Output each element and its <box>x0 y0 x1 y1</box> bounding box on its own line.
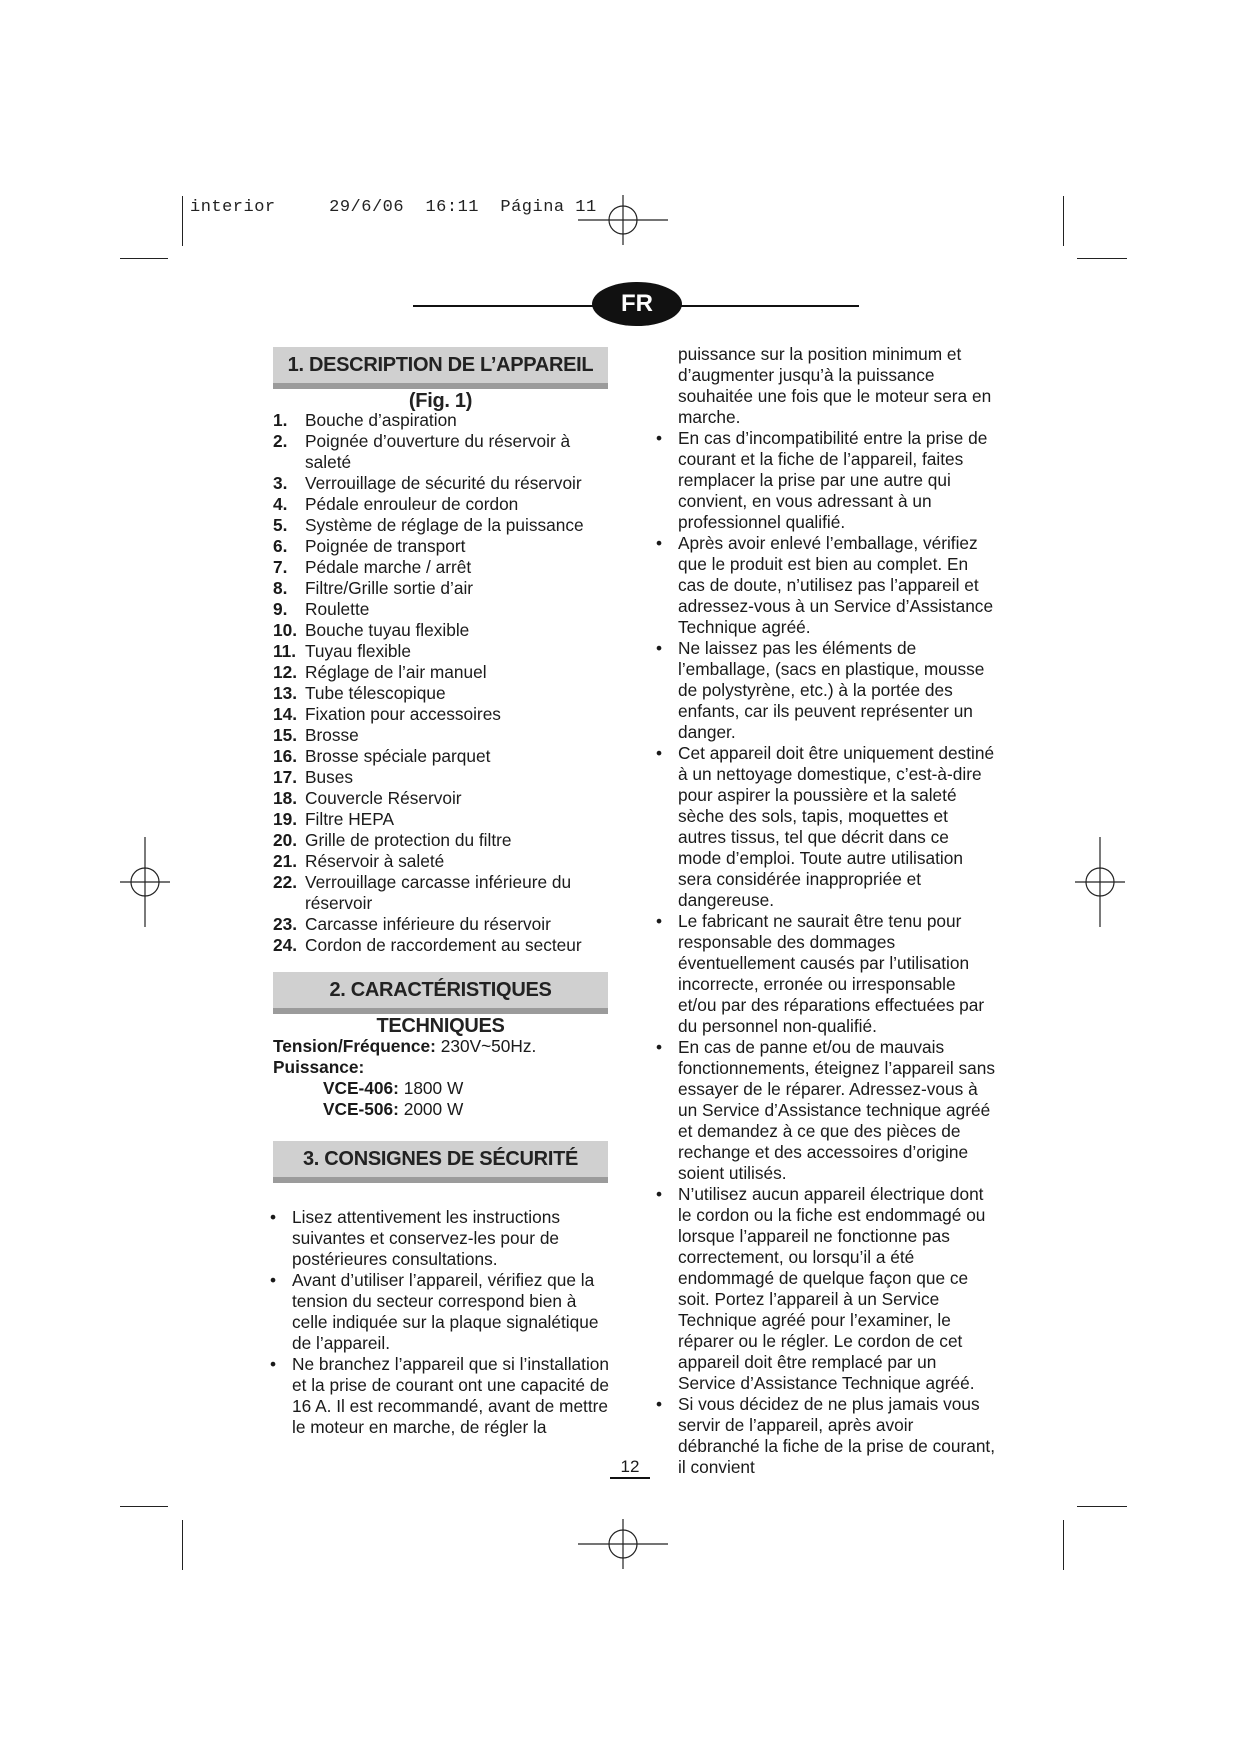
slug-time: 16:11 <box>425 198 479 217</box>
item-text: Brosse spéciale parquet <box>305 746 491 766</box>
safety-list-left <box>270 1207 612 1438</box>
bullet-item: • Si vous décidez de ne plus jamais vous servir de l’appareil, après avoir débranché la fiche de la prise de courant, il convient <box>656 1394 996 1478</box>
item-number: 10. <box>273 620 298 640</box>
item-text: Couvercle Réservoir <box>305 788 462 808</box>
bullet-item: • Ne laissez pas les éléments de l’emballage, (sacs en plastique, mousse de polystyrène, etc.) à la portée des enfants, car ils peuvent représenter un danger. <box>656 638 996 743</box>
item-number: 18. <box>273 788 298 808</box>
list-item <box>273 851 613 872</box>
list-item <box>273 935 613 956</box>
item-text: Réservoir à saleté <box>305 851 445 871</box>
item-number: 24. <box>273 935 298 955</box>
section-heading-safety: 3. CONSIGNES DE SÉCURITÉ <box>273 1141 608 1183</box>
item-number: 8. <box>273 578 288 598</box>
list-item <box>273 872 613 914</box>
item-number: 17. <box>273 767 298 787</box>
bullet-item: • Avant d’utiliser l’appareil, vérifiez que la tension du secteur correspond bien à celle indiquée sur la plaque signalétique de l’appareil. <box>270 1270 612 1354</box>
safety-continuation: puissance sur la position minimum et d’augmenter jusqu’à la puissance souhaitée une fois que le moteur sera en marche. <box>678 344 992 427</box>
bullet-item: • Après avoir enlevé l’emballage, vérifiez que le produit est bien au complet. En cas de doute, n’utilisez pas l’appareil et adressez-vous à un Service d’Assistance Technique agréé. <box>656 533 996 638</box>
item-text: Fixation pour accessoires <box>305 704 501 724</box>
spec-power-label: Puissance: <box>273 1057 365 1077</box>
item-number: 1. <box>273 410 288 430</box>
registration-mark-icon <box>578 1499 668 1589</box>
crop-mark <box>1077 1506 1127 1507</box>
item-text: Bouche tuyau flexible <box>305 620 470 640</box>
item-number: 19. <box>273 809 298 829</box>
item-text: Grille de protection du filtre <box>305 830 512 850</box>
item-text: Filtre/Grille sortie d’air <box>305 578 474 598</box>
parts-list <box>273 410 613 956</box>
list-item <box>273 473 613 494</box>
spec-tension: Tension/Fréquence: 230V~50Hz. <box>273 1036 537 1056</box>
list-item <box>273 494 613 515</box>
slug-page-label: Página 11 <box>500 198 597 217</box>
list-item <box>273 788 613 809</box>
item-text: Verrouillage carcasse inférieure du réservoir <box>305 872 572 913</box>
bullet-item: • Cet appareil doit être uniquement destiné à un nettoyage domestique, c’est-à-dire pour aspirer la poussière et la saleté sèche des sols, tapis, moquettes et autres tissus, tel que décrit dans ce mode d’emploi. Toute autre utilisation sera considérée inappropriée et dangereuse. <box>656 743 996 911</box>
list-item <box>273 746 613 767</box>
list-item <box>273 431 613 473</box>
item-text: Réglage de l’air manuel <box>305 662 487 682</box>
page-number: 12 <box>610 1457 650 1479</box>
item-text: Cordon de raccordement au secteur <box>305 935 582 955</box>
item-number: 6. <box>273 536 288 556</box>
spec-model: VCE-506: 2000 W <box>323 1099 464 1119</box>
bullet-item: • En cas d’incompatibilité entre la prise de courant et la fiche de l’appareil, faites remplacer la prise par une autre qui convient, en vous adressant à un professionnel qualifié. <box>656 428 996 533</box>
bullet-item: • En cas de panne et/ou de mauvais fonctionnements, éteignez l’appareil sans essayer de le réparer. Adressez-vous à un Service d’Assistance technique agréé et demandez à ce que des pièces de rechange et des accessoires d’origine soient utilisés. <box>656 1037 996 1184</box>
list-item <box>273 830 613 851</box>
list-item <box>273 536 613 557</box>
section-heading-specs: 2. CARACTÉRISTIQUES TECHNIQUES <box>273 972 608 1014</box>
item-number: 3. <box>273 473 288 493</box>
list-item <box>273 599 613 620</box>
item-number: 20. <box>273 830 298 850</box>
bullet-item: • N’utilisez aucun appareil électrique dont le cordon ou la fiche est endommagé ou lorsque l’appareil ne fonctionne pas correctement, ou lorsqu’il a été endommagé de quelque façon que ce soit. Portez l’appareil à un Service Technique agréé pour l’examiner, le réparer ou le régler. Le cordon de cet appareil doit être remplacé par un Service d’Assistance Technique agréé. <box>656 1184 996 1394</box>
item-number: 11. <box>273 641 297 661</box>
safety-list-right <box>656 428 996 1478</box>
registration-mark-icon <box>1055 837 1145 927</box>
item-number: 23. <box>273 914 298 934</box>
item-text: Filtre HEPA <box>305 809 394 829</box>
registration-mark-icon <box>578 175 668 265</box>
list-item <box>273 725 613 746</box>
list-item <box>273 683 613 704</box>
slug-name: interior <box>190 198 276 217</box>
slug-date: 29/6/06 <box>329 198 405 217</box>
crop-mark <box>1077 258 1127 259</box>
item-number: 21. <box>273 851 298 871</box>
list-item <box>273 578 613 599</box>
language-badge: FR <box>592 282 682 326</box>
item-number: 13. <box>273 683 298 703</box>
crop-mark <box>120 258 168 259</box>
list-item <box>273 410 613 431</box>
item-number: 16. <box>273 746 298 766</box>
item-number: 4. <box>273 494 288 514</box>
item-text: Buses <box>305 767 354 787</box>
item-text: Verrouillage de sécurité du réservoir <box>305 473 582 493</box>
item-text: Pédale enrouleur de cordon <box>305 494 519 514</box>
list-item <box>273 809 613 830</box>
item-text: Carcasse inférieure du réservoir <box>305 914 551 934</box>
list-item <box>273 557 613 578</box>
list-item <box>273 704 613 725</box>
list-item <box>273 641 613 662</box>
crop-mark <box>182 1520 183 1570</box>
item-text: Roulette <box>305 599 370 619</box>
item-text: Poignée de transport <box>305 536 466 556</box>
item-text: Pédale marche / arrêt <box>305 557 472 577</box>
item-number: 22. <box>273 872 298 892</box>
item-text: Poignée d’ouverture du réservoir à saleté <box>305 431 571 472</box>
list-item <box>273 662 613 683</box>
item-text: Système de réglage de la puissance <box>305 515 584 535</box>
bullet-item: • Le fabricant ne saurait être tenu pour responsable des dommages éventuellement causés par l’utilisation incorrecte, erronée ou irresponsable et/ou par des réparations effectuées par du personnel non-qualifié. <box>656 911 996 1037</box>
list-item <box>273 620 613 641</box>
item-number: 12. <box>273 662 298 682</box>
item-number: 5. <box>273 515 288 535</box>
item-text: Brosse <box>305 725 359 745</box>
crop-mark <box>1063 196 1064 246</box>
bullet-item: • Ne branchez l’appareil que si l’installation et la prise de courant ont une capacité de 16 A. Il est recommandé, avant de mettre le moteur en marche, de régler la <box>270 1354 612 1438</box>
item-number: 2. <box>273 431 288 451</box>
technical-specs <box>273 1036 613 1120</box>
crop-mark <box>182 196 183 246</box>
header-rule <box>672 305 859 307</box>
item-number: 14. <box>273 704 298 724</box>
item-text: Tuyau flexible <box>305 641 411 661</box>
section-heading-description: 1. DESCRIPTION DE L’APPAREIL (Fig. 1) <box>273 347 608 389</box>
list-item <box>273 914 613 935</box>
list-item <box>273 767 613 788</box>
item-number: 9. <box>273 599 288 619</box>
list-item <box>273 515 613 536</box>
print-slug <box>190 198 597 217</box>
item-text: Tube télescopique <box>305 683 446 703</box>
crop-mark <box>120 1506 168 1507</box>
item-number: 15. <box>273 725 298 745</box>
bullet-item: • Lisez attentivement les instructions suivantes et conservez-les pour de postérieures consultations. <box>270 1207 612 1270</box>
header-rule <box>413 305 603 307</box>
item-number: 7. <box>273 557 288 577</box>
registration-mark-icon <box>100 837 190 927</box>
spec-model: VCE-406: 1800 W <box>323 1078 464 1098</box>
item-text: Bouche d’aspiration <box>305 410 457 430</box>
crop-mark <box>1063 1520 1064 1570</box>
